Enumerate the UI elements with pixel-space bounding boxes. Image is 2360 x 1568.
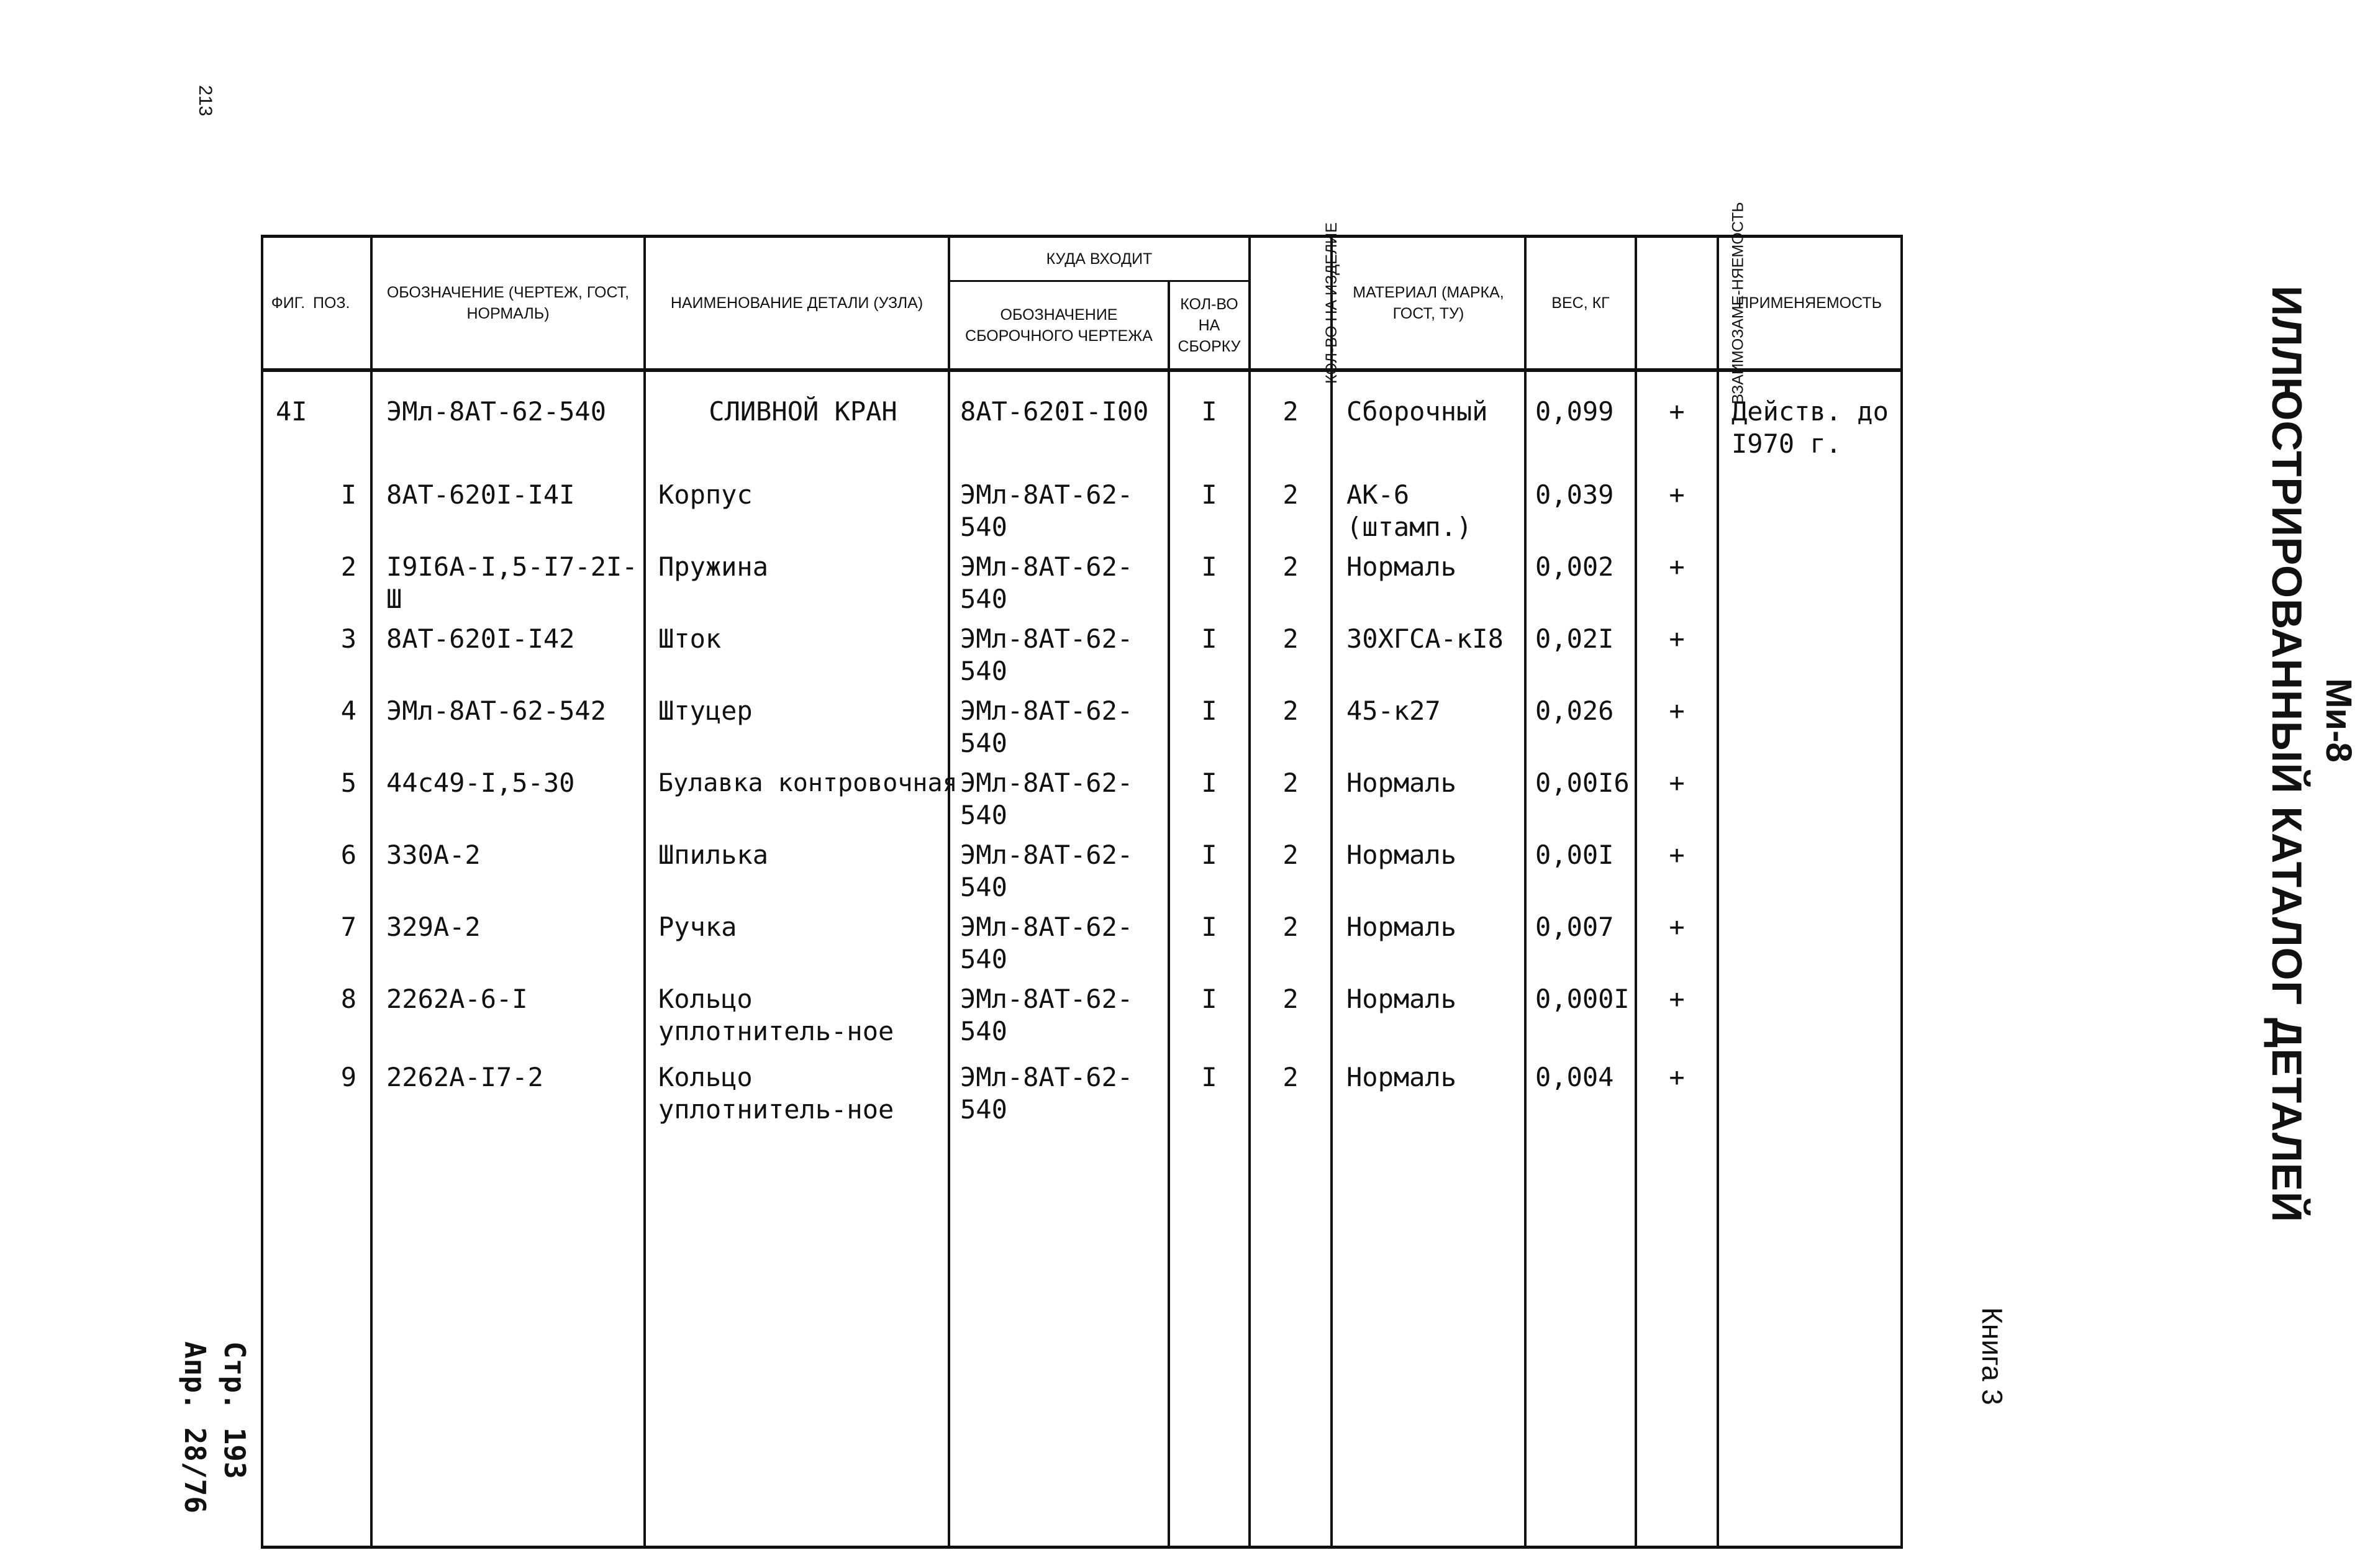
table-row (262, 615, 1902, 687)
cell-asm: ЭМл-8АТ-62-540 (949, 976, 1169, 1048)
cell-qty: I (1169, 832, 1250, 904)
page-footer (155, 1341, 255, 1513)
cell-material: Нормаль (1332, 976, 1525, 1048)
cell-name: Штуцер (645, 687, 949, 759)
cell-pos (313, 370, 371, 460)
table-row (262, 370, 1902, 460)
cell-weight: 0,026 (1525, 687, 1636, 759)
cell-pos: 9 (313, 1048, 371, 1548)
table-row (262, 759, 1902, 832)
cell-name: Шпилька (645, 832, 949, 904)
cell-material: Нормаль (1332, 832, 1525, 904)
header-qty-item: КОЛ-ВО НА ИЗДЕЛИЕ (1250, 237, 1332, 371)
cell-code: 330А-2 (371, 832, 645, 904)
header-pos: ПОЗ. (313, 237, 371, 371)
cell-fig (262, 687, 313, 759)
cell-material: Нормаль (1332, 904, 1525, 976)
aircraft-code: Ми-8 (2318, 678, 2359, 763)
cell-name: Ручка (645, 904, 949, 976)
cell-weight: 0,099 (1525, 370, 1636, 460)
table-row (262, 460, 1902, 543)
cell-applicability (1718, 759, 1902, 832)
cell-material: 45-к27 (1332, 687, 1525, 759)
cell-interchange: + (1636, 759, 1718, 832)
cell-qty-item: 2 (1250, 1048, 1332, 1548)
cell-fig (262, 1048, 313, 1548)
cell-applicability (1718, 687, 1902, 759)
cell-code: ЭМл-8АТ-62-542 (371, 687, 645, 759)
cell-pos: 4 (313, 687, 371, 759)
header-material: МАТЕРИАЛ (МАРКА, ГОСТ, ТУ) (1332, 237, 1525, 371)
book-label: Книга 3 (1976, 1307, 2008, 1405)
cell-fig (262, 615, 313, 687)
cell-fig (262, 832, 313, 904)
cell-asm: ЭМл-8АТ-62-540 (949, 615, 1169, 687)
header-name: НАИМЕНОВАНИЕ ДЕТАЛИ (УЗЛА) (645, 237, 949, 371)
table-row (262, 1048, 1902, 1548)
cell-applicability (1718, 1048, 1902, 1548)
header-interchange: ВЗАИМОЗАМЕ-НЯЕМОСТЬ (1636, 237, 1718, 371)
cell-pos: 8 (313, 976, 371, 1048)
cell-code: 329А-2 (371, 904, 645, 976)
cell-code: ЭМл-8АТ-62-540 (371, 370, 645, 460)
cell-fig: 4I (262, 370, 313, 460)
cell-qty: I (1169, 1048, 1250, 1548)
cell-qty: I (1169, 543, 1250, 615)
cell-code: 8АТ-620I-I4I (371, 460, 645, 543)
cell-fig (262, 543, 313, 615)
table-row (262, 687, 1902, 759)
table-row (262, 832, 1902, 904)
cell-name: Кольцо уплотнитель-ное (645, 976, 949, 1048)
cell-pos: 3 (313, 615, 371, 687)
cell-material: 30ХГСА-кI8 (1332, 615, 1525, 687)
cell-pos: 6 (313, 832, 371, 904)
cell-qty-item: 2 (1250, 976, 1332, 1048)
cell-interchange: + (1636, 1048, 1718, 1548)
table-row (262, 976, 1902, 1048)
cell-asm: ЭМл-8АТ-62-540 (949, 543, 1169, 615)
header-asm-qty: КОЛ-ВО НА СБОРКУ (1169, 281, 1250, 371)
cell-asm: 8АТ-620I-I00 (949, 370, 1169, 460)
cell-qty: I (1169, 976, 1250, 1048)
cell-weight: 0,007 (1525, 904, 1636, 976)
cell-material: Сборочный (1332, 370, 1525, 460)
cell-material: АК-6 (штамп.) (1332, 460, 1525, 543)
cell-interchange: + (1636, 370, 1718, 460)
cell-qty: I (1169, 759, 1250, 832)
cell-qty-item: 2 (1250, 370, 1332, 460)
cell-applicability (1718, 976, 1902, 1048)
cell-material: Нормаль (1332, 543, 1525, 615)
cell-code: 44с49-I,5-30 (371, 759, 645, 832)
cell-weight: 0,039 (1525, 460, 1636, 543)
cell-interchange: + (1636, 615, 1718, 687)
cell-weight: 0,00I (1525, 832, 1636, 904)
cell-interchange: + (1636, 832, 1718, 904)
cell-weight: 0,00I6 (1525, 759, 1636, 832)
cell-interchange: + (1636, 976, 1718, 1048)
cell-applicability (1718, 460, 1902, 543)
cell-weight: 0,02I (1525, 615, 1636, 687)
cell-asm: ЭМл-8АТ-62-540 (949, 904, 1169, 976)
cell-code: 2262А-6-I (371, 976, 645, 1048)
header-weight: ВЕС, КГ (1525, 237, 1636, 371)
cell-material: Нормаль (1332, 1048, 1525, 1548)
cell-code: I9I6A-I,5-I7-2I-Ш (371, 543, 645, 615)
cell-fig (262, 904, 313, 976)
cell-weight: 0,004 (1525, 1048, 1636, 1548)
parts-table (261, 202, 1903, 1549)
header-applicability: ПРИМЕНЯЕМОСТЬ (1718, 237, 1902, 371)
cell-qty-item: 2 (1250, 759, 1332, 832)
cell-name: Пружина (645, 543, 949, 615)
cell-asm: ЭМл-8АТ-62-540 (949, 460, 1169, 543)
cell-qty: I (1169, 615, 1250, 687)
cell-pos: 7 (313, 904, 371, 976)
cell-asm: ЭМл-8АТ-62-540 (949, 687, 1169, 759)
cell-applicability (1718, 543, 1902, 615)
cell-qty: I (1169, 904, 1250, 976)
cell-asm: ЭМл-8АТ-62-540 (949, 759, 1169, 832)
cell-interchange: + (1636, 543, 1718, 615)
catalog-title-text: ИЛЛЮСТРИРОВАННЫЙ КАТАЛОГ ДЕТАЛЕЙ (2263, 286, 2310, 1223)
cell-material: Нормаль (1332, 759, 1525, 832)
cell-interchange: + (1636, 687, 1718, 759)
cell-asm: ЭМл-8АТ-62-540 (949, 1048, 1169, 1548)
cell-interchange: + (1636, 904, 1718, 976)
cell-qty-item: 2 (1250, 687, 1332, 759)
cell-qty: I (1169, 687, 1250, 759)
cell-weight: 0,000I (1525, 976, 1636, 1048)
cell-qty-item: 2 (1250, 615, 1332, 687)
cell-applicability (1718, 904, 1902, 976)
header-asm-code: ОБОЗНАЧЕНИЕ СБОРОЧНОГО ЧЕРТЕЖА (949, 281, 1169, 371)
cell-code: 8АТ-620I-I42 (371, 615, 645, 687)
footer-page: Стр. 193 (218, 1341, 252, 1479)
cell-qty: I (1169, 460, 1250, 543)
cell-applicability: Действ. до I970 г. (1718, 370, 1902, 460)
cell-weight: 0,002 (1525, 543, 1636, 615)
header-code: ОБОЗНАЧЕНИЕ (ЧЕРТЕЖ, ГОСТ, НОРМАЛЬ) (371, 237, 645, 371)
catalog-title (2236, 286, 2360, 1223)
cell-name: Корпус (645, 460, 949, 543)
header-fig: ФИГ. (262, 237, 313, 371)
page-number: 213 (195, 84, 216, 117)
cell-qty-item: 2 (1250, 543, 1332, 615)
cell-pos: 2 (313, 543, 371, 615)
cell-interchange: + (1636, 460, 1718, 543)
header-where: КУДА ВХОДИТ (949, 237, 1250, 281)
cell-qty-item: 2 (1250, 460, 1332, 543)
cell-fig (262, 759, 313, 832)
cell-qty-item: 2 (1250, 904, 1332, 976)
table-row (262, 543, 1902, 615)
cell-name: Шток (645, 615, 949, 687)
cell-qty-item: 2 (1250, 832, 1332, 904)
cell-fig (262, 976, 313, 1048)
footer-date: Апр. 28/76 (178, 1341, 212, 1513)
cell-qty: I (1169, 370, 1250, 460)
cell-applicability (1718, 615, 1902, 687)
cell-pos: I (313, 460, 371, 543)
cell-code: 2262А-I7-2 (371, 1048, 645, 1548)
cell-fig (262, 460, 313, 543)
cell-asm: ЭМл-8АТ-62-540 (949, 832, 1169, 904)
cell-applicability (1718, 832, 1902, 904)
cell-name: Кольцо уплотнитель-ное (645, 1048, 949, 1548)
cell-name: СЛИВНОЙ КРАН (645, 370, 949, 460)
cell-name: Булавка контровочная (645, 759, 949, 832)
table-row (262, 904, 1902, 976)
cell-pos: 5 (313, 759, 371, 832)
